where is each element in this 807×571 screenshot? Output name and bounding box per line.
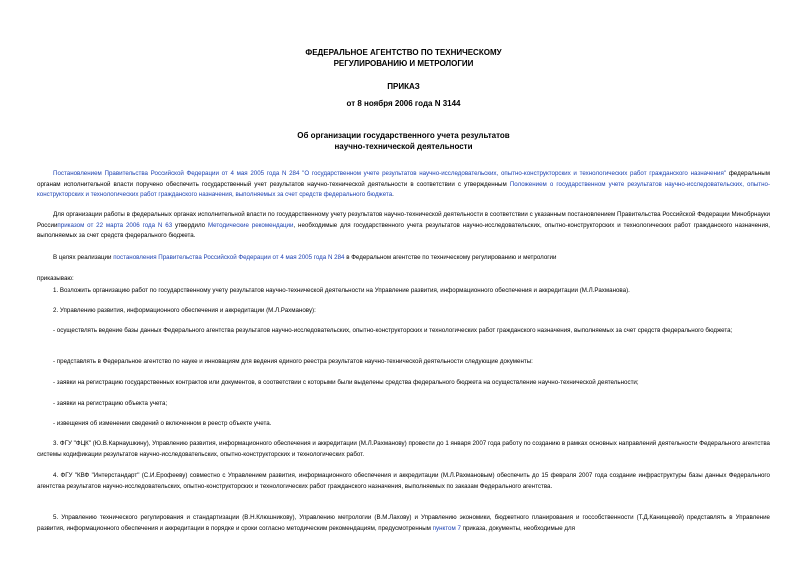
item-5	[37, 513, 770, 534]
p1-end: .	[392, 191, 394, 198]
doc-type: ПРИКАЗ	[387, 82, 420, 91]
p3-text-a: В целях реализации	[53, 254, 114, 261]
agency-line-2: РЕГУЛИРОВАНИЮ И МЕТРОЛОГИИ	[333, 59, 474, 68]
link-decree-284[interactable]: Постановлением Правительства Российской Федерации от 4 мая 2005 года N 284 "О государственном учете результатов научно-исследовательских, опытно-конструкторских и технологических работ гражданского назначения"	[53, 170, 726, 177]
agency-name	[37, 47, 770, 69]
paragraph-2	[37, 210, 770, 242]
p2-text-a: Для организации работы в федеральных органах исполнительной власти по государственному учету результатов научно-технической деятельности в соответствии с указанным постановлением Правительства Российской Федерации Минобрнауки России	[37, 211, 770, 229]
item-3: 3. ФГУ "ФЦК" (Ю.В.Карнаушкину), Управлению развития, информационного обеспечения и аккредитации (М.Л.Рахманову) провести до 1 января 2007 года работу по созданию в рамках основных направлений деятельности Федерального агентства системы кодификации результатов научно-исследовательских, опытно-конструкторских и технологических работ.	[37, 440, 770, 458]
doc-date-number: от 8 ноября 2006 года N 3144	[346, 99, 461, 108]
p2-text-b: утвердило	[172, 221, 208, 229]
dash-item-3: - заявки на регистрацию государственных контрактов или документов, в соответствии с которыми были выделены средства федерального бюджета на осуществление научно-технической деятельности;	[53, 379, 639, 386]
link-order-63[interactable]: приказом от 22 марта 2006 года N 63	[57, 221, 173, 229]
paragraph-orders: приказываю:	[37, 275, 74, 282]
p3-text-b: в Федеральном агентстве по техническому регулированию и метрологии	[344, 254, 557, 261]
dash-item-4: - заявки на регистрацию объекта учета;	[53, 400, 168, 407]
subject-line-1: Об организации государственного учета результатов	[297, 131, 510, 140]
link-methodical-recommendations[interactable]: Методические рекомендации	[207, 221, 294, 229]
item5-text-b: приказа, документы, необходимые для	[460, 524, 575, 532]
agency-line-1: ФЕДЕРАЛЬНОЕ АГЕНТСТВО ПО ТЕХНИЧЕСКОМУ	[305, 48, 502, 57]
paragraph-3	[37, 253, 770, 264]
subject-line-2: научно-технической деятельности	[334, 142, 473, 151]
dash-item-5: - извещения об изменении сведений о включенном в реестр объекте учета.	[53, 420, 272, 427]
link-point-7[interactable]: пунктом 7	[432, 524, 461, 532]
link-decree-284-2[interactable]: постановления Правительства Российской Федерации от 4 мая 2005 года N 284	[113, 254, 345, 261]
item-1: 1. Возложить организацию работ по государственному учету результатов научно-технической деятельности на Управление развития, информационного обеспечения и аккредитации (М.Л.Рахманова).	[53, 287, 630, 294]
item5-text-a: 5. Управлению технического регулирования и стандартизации (В.Н.Клюшникову), Управлению метрологии (В.М.Лахову) и Управлению экономики, бюджетного планирования и госсобственности (Т.Д.Канищевой) представлять в Управление развития, информационного обеспечения и аккредитации в порядке и сроки согласно методическим рекомендациям, предусмотренным	[37, 514, 770, 532]
p1-text: федеральным органам исполнительной власти поручено обеспечить государственный учет результатов научно-технической деятельности в соответствии с утвержденным	[37, 170, 770, 188]
p2-text-c: , необходимые для государственного учета результатов научно-исследовательских, опытно-конструкторских и технологических работ гражданского назначения, выполняемых за счет средств федерального бюджета.	[37, 221, 771, 239]
item-2: 2. Управлению развития, информационного обеспечения и аккредитации (М.Л.Рахманову):	[53, 307, 316, 314]
paragraph-1	[37, 169, 770, 201]
item-4: 4. ФГУ "КВФ "Интерстандарт" (С.И.Ерофееву) совместно с Управлением развития, информационного обеспечения и аккредитации (М.Л.Рахмановым) обеспечить до 15 февраля 2007 года создание инфраструктуры базы данных Федерального агентства результатов научно-исследовательских, опытно-конструкторских и технологических работ гражданского назначения, выполняемых по заказам Федерального агентства.	[37, 472, 770, 490]
dash-item-2: - представлять в Федеральное агентство по науке и инновациям для ведения единого реестра результатов научно-технической деятельности следующие документы:	[53, 358, 533, 365]
doc-subject	[37, 130, 770, 152]
link-regulation[interactable]: Положением о государственном учете результатов научно-исследовательских, опытно-конструкторских и технологических работ гражданского назначения, выполняемых за счет средств федерального бюджета	[37, 180, 771, 198]
dash-item-1: - осуществлять ведение базы данных Федерального агентства результатов научно-исследовательских, опытно-конструкторских и технологических работ гражданского назначения, выполняемых за счет средств федерального бюджета;	[53, 327, 733, 334]
